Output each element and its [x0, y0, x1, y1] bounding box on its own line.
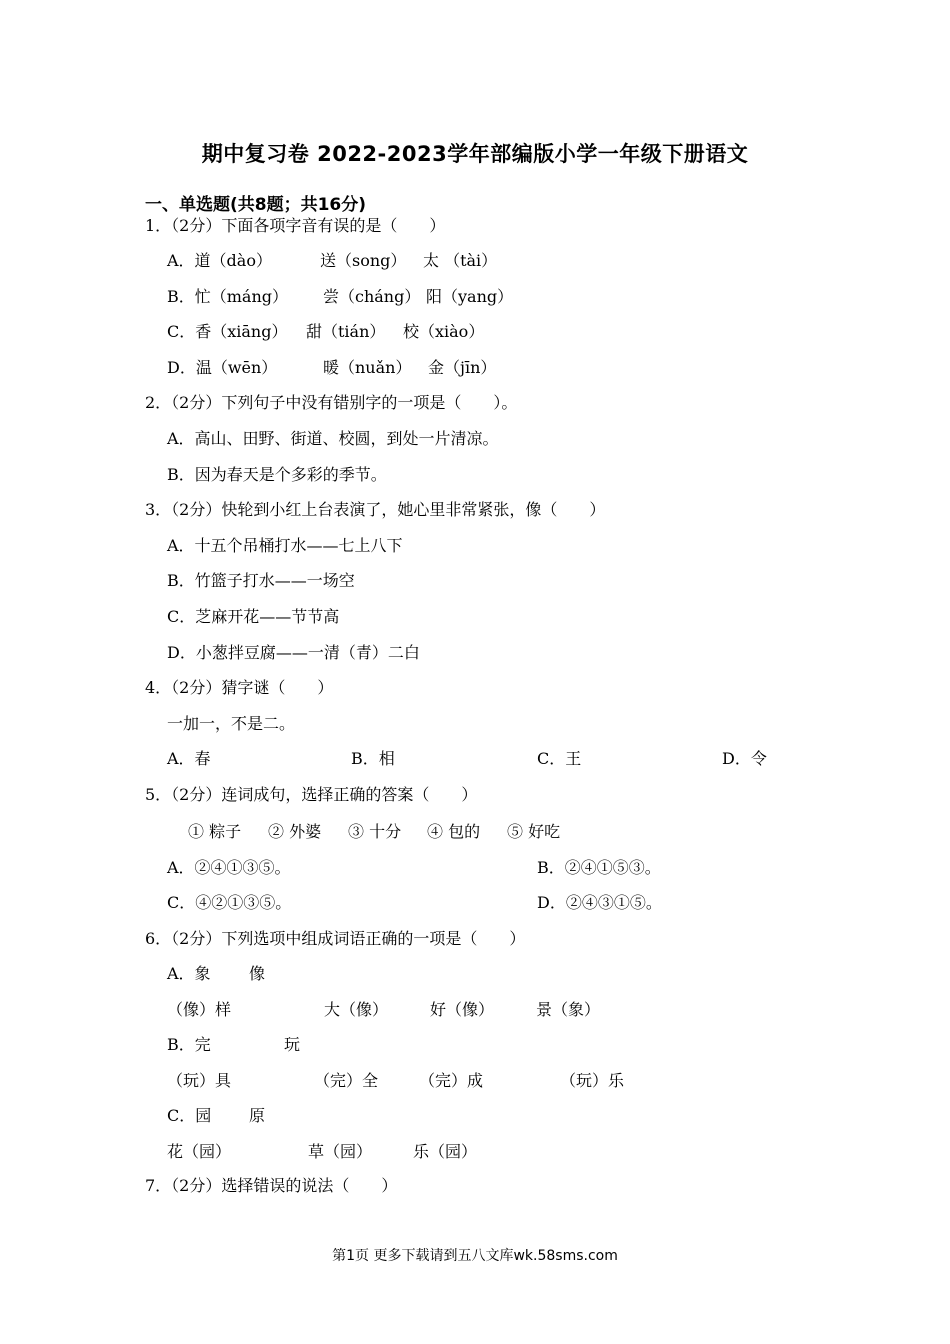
q4-option-c: C．王 [537, 749, 582, 768]
question-6-stem: 6．（2分）下列选项中组成词语正确的一项是（ ） [145, 929, 526, 948]
q6-option-b-word-1: （玩）具 [167, 1071, 232, 1090]
q6-option-c-word-3: 乐（园） [413, 1142, 478, 1161]
q3-option-c: C．芝麻开花——节节高 [167, 607, 340, 626]
q1-option-a-2: 送（song） [320, 251, 407, 270]
q2-option-a: A．高山、田野、街道、校圆，到处一片清凉。 [167, 429, 499, 448]
q1-option-b-2: 尝（cháng） [323, 287, 421, 306]
q6-option-a-word-4: 景（象） [536, 1000, 601, 1019]
question-5-stem: 5．（2分）连词成句，选择正确的答案（ ） [145, 785, 478, 804]
q5-option-b: B．②④①⑤③。 [537, 858, 661, 877]
q6-option-c-head-2: 原 [249, 1106, 266, 1125]
question-2-stem: 2．（2分）下列句子中没有错别字的一项是（ ）。 [145, 393, 518, 412]
q5-word-5: ⑤ 好吃 [507, 822, 561, 841]
q4-riddle: 一加一，不是二。 [167, 714, 296, 733]
section-heading: 一、单选题(共8题；共16分) [145, 195, 367, 215]
q3-option-d: D．小葱拌豆腐——一清（青）二白 [167, 643, 420, 662]
q1-option-b-1: B．忙（máng） [167, 287, 289, 306]
q6-option-b-word-2: （完）全 [314, 1071, 379, 1090]
question-7-stem: 7．（2分）选择错误的说法（ ） [145, 1176, 398, 1195]
q1-option-c-2: 甜（tián） [306, 322, 386, 341]
q6-option-b-word-3: （完）成 [419, 1071, 484, 1090]
document-title: 期中复习卷 2022-2023学年部编版小学一年级下册语文 [201, 142, 749, 166]
q5-option-d: D．②④③①⑤。 [537, 893, 662, 912]
q4-option-d: D．令 [722, 749, 767, 768]
q6-option-c-word-1: 花（园） [167, 1142, 232, 1161]
q3-option-a: A．十五个吊桶打水——七上八下 [167, 536, 403, 555]
q5-word-1: ① 粽子 [188, 822, 242, 841]
q5-word-4: ④ 包的 [427, 822, 481, 841]
q1-option-c-3: 校（xiào） [403, 322, 485, 341]
q5-option-a: A．②④①③⑤。 [167, 858, 291, 877]
q6-option-b-head-2: 玩 [284, 1035, 301, 1054]
page-footer: 第1页 更多下载请到五八文库wk.58sms.com [332, 1248, 618, 1264]
q2-option-b: B．因为春天是个多彩的季节。 [167, 465, 387, 484]
q4-option-b: B．相 [351, 749, 395, 768]
q4-option-a: A．春 [167, 749, 211, 768]
q5-word-2: ② 外婆 [268, 822, 322, 841]
q3-option-b: B．竹篮子打水——一场空 [167, 571, 355, 590]
q5-option-c: C．④②①③⑤。 [167, 893, 292, 912]
q6-option-a-head-1: A．象 [167, 964, 211, 983]
q6-option-b-word-4: （玩）乐 [560, 1071, 625, 1090]
q6-option-a-word-1: （像）样 [167, 1000, 232, 1019]
question-3-stem: 3．（2分）快轮到小红上台表演了，她心里非常紧张，像（ ） [145, 500, 606, 519]
q6-option-c-word-2: 草（园） [308, 1142, 373, 1161]
q6-option-b-head-1: B．完 [167, 1035, 211, 1054]
q1-option-a-1: A．道（dào） [167, 251, 272, 270]
q6-option-a-head-2: 像 [249, 964, 266, 983]
q6-option-a-word-3: 好（像） [430, 1000, 495, 1019]
q1-option-a-3: 太 （tài） [423, 251, 498, 270]
q1-option-d-2: 暖（nuǎn） [323, 358, 412, 377]
q1-option-d-1: D．温（wēn） [167, 358, 278, 377]
q6-option-c-head-1: C．园 [167, 1106, 212, 1125]
q6-option-a-word-2: 大（像） [324, 1000, 389, 1019]
question-4-stem: 4．（2分）猜字谜（ ） [145, 678, 334, 697]
q1-option-c-1: C．香（xiāng） [167, 322, 288, 341]
q5-word-3: ③ 十分 [348, 822, 402, 841]
q1-option-b-3: 阳（yang） [426, 287, 514, 306]
q1-option-d-3: 金（jīn） [428, 358, 497, 377]
question-1-stem: 1．（2分）下面各项字音有误的是（ ） [145, 216, 446, 235]
